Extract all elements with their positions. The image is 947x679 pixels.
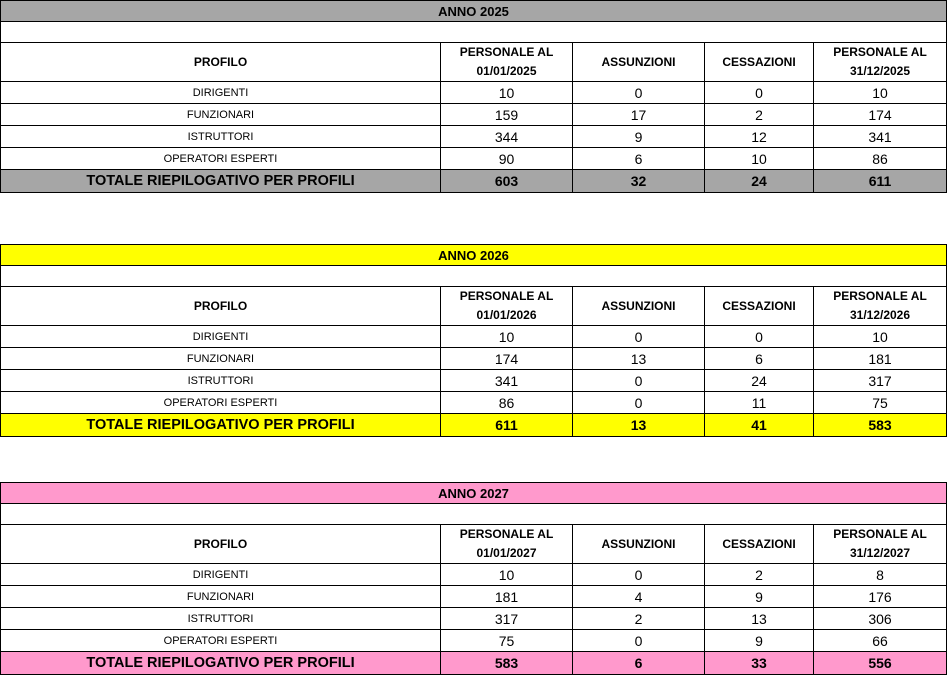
table-row [1,608,947,630]
total-cessazioni: 33 [705,652,814,675]
cessazioni-cell: 6 [705,348,814,370]
assunzioni-cell: 0 [573,370,705,392]
table-row [1,148,947,170]
finale-cell: 341 [814,126,947,148]
total-label: TOTALE RIEPILOGATIVO PER PROFILI [1,170,441,193]
table-row [1,392,947,414]
assunzioni-cell: 17 [573,104,705,126]
cessazioni-cell: 24 [705,370,814,392]
table-row [1,104,947,126]
profilo-cell: ISTRUTTORI [1,608,441,630]
blank-row [1,22,947,43]
finale-cell: 317 [814,370,947,392]
cessazioni-cell: 9 [705,630,814,652]
table-row [1,370,947,392]
finale-cell: 10 [814,326,947,348]
finale-cell: 8 [814,564,947,586]
total-iniziale: 583 [441,652,573,675]
profilo-cell: ISTRUTTORI [1,126,441,148]
total-cessazioni: 24 [705,170,814,193]
finale-cell: 181 [814,348,947,370]
header-cessazioni: CESSAZIONI [705,525,814,564]
year-title: ANNO 2026 [1,245,947,266]
header-assunzioni: ASSUNZIONI [573,287,705,326]
profilo-cell: FUNZIONARI [1,348,441,370]
header-profilo: PROFILO [1,287,441,326]
header-personale-iniziale: PERSONALE AL 01/01/2027 [441,525,573,564]
profilo-cell: FUNZIONARI [1,586,441,608]
table-row [1,586,947,608]
total-finale: 583 [814,414,947,437]
total-label: TOTALE RIEPILOGATIVO PER PROFILI [1,652,441,675]
header-personale-iniziale: PERSONALE AL 01/01/2025 [441,43,573,82]
profilo-cell: FUNZIONARI [1,104,441,126]
profilo-cell: OPERATORI ESPERTI [1,148,441,170]
table-row [1,630,947,652]
cessazioni-cell: 13 [705,608,814,630]
total-assunzioni: 13 [573,414,705,437]
finale-cell: 10 [814,82,947,104]
header-cessazioni: CESSAZIONI [705,43,814,82]
assunzioni-cell: 0 [573,564,705,586]
table-anno-2026 [0,244,946,437]
header-personale-finale: PERSONALE AL 31/12/2027 [814,525,947,564]
finale-cell: 66 [814,630,947,652]
blank-row [1,504,947,525]
table-row [1,326,947,348]
total-iniziale: 603 [441,170,573,193]
assunzioni-cell: 6 [573,148,705,170]
total-row [1,652,947,675]
total-row [1,414,947,437]
header-personale-finale: PERSONALE AL 31/12/2025 [814,43,947,82]
iniziale-cell: 159 [441,104,573,126]
cessazioni-cell: 11 [705,392,814,414]
iniziale-cell: 10 [441,564,573,586]
assunzioni-cell: 0 [573,82,705,104]
profilo-cell: DIRIGENTI [1,564,441,586]
iniziale-cell: 10 [441,82,573,104]
cessazioni-cell: 12 [705,126,814,148]
year-title: ANNO 2025 [1,1,947,22]
total-finale: 556 [814,652,947,675]
cessazioni-cell: 9 [705,586,814,608]
header-assunzioni: ASSUNZIONI [573,43,705,82]
profilo-cell: DIRIGENTI [1,82,441,104]
assunzioni-cell: 4 [573,586,705,608]
finale-cell: 75 [814,392,947,414]
total-row [1,170,947,193]
assunzioni-cell: 0 [573,392,705,414]
total-assunzioni: 6 [573,652,705,675]
table-row [1,82,947,104]
year-title: ANNO 2027 [1,483,947,504]
table-row [1,348,947,370]
assunzioni-cell: 13 [573,348,705,370]
assunzioni-cell: 9 [573,126,705,148]
header-personale-iniziale: PERSONALE AL 01/01/2026 [441,287,573,326]
header-assunzioni: ASSUNZIONI [573,525,705,564]
finale-cell: 174 [814,104,947,126]
assunzioni-cell: 2 [573,608,705,630]
cessazioni-cell: 2 [705,564,814,586]
cessazioni-cell: 2 [705,104,814,126]
total-iniziale: 611 [441,414,573,437]
header-personale-finale: PERSONALE AL 31/12/2026 [814,287,947,326]
profilo-cell: OPERATORI ESPERTI [1,392,441,414]
profilo-cell: OPERATORI ESPERTI [1,630,441,652]
total-finale: 611 [814,170,947,193]
finale-cell: 86 [814,148,947,170]
table-anno-2025 [0,0,946,193]
total-label: TOTALE RIEPILOGATIVO PER PROFILI [1,414,441,437]
total-assunzioni: 32 [573,170,705,193]
cessazioni-cell: 0 [705,326,814,348]
iniziale-cell: 75 [441,630,573,652]
iniziale-cell: 344 [441,126,573,148]
iniziale-cell: 174 [441,348,573,370]
iniziale-cell: 86 [441,392,573,414]
header-profilo: PROFILO [1,525,441,564]
profilo-cell: DIRIGENTI [1,326,441,348]
finale-cell: 306 [814,608,947,630]
total-cessazioni: 41 [705,414,814,437]
iniziale-cell: 90 [441,148,573,170]
iniziale-cell: 181 [441,586,573,608]
cessazioni-cell: 0 [705,82,814,104]
table-row [1,126,947,148]
iniziale-cell: 341 [441,370,573,392]
header-cessazioni: CESSAZIONI [705,287,814,326]
assunzioni-cell: 0 [573,326,705,348]
cessazioni-cell: 10 [705,148,814,170]
iniziale-cell: 317 [441,608,573,630]
table-anno-2027 [0,482,946,675]
table-row [1,564,947,586]
blank-row [1,266,947,287]
finale-cell: 176 [814,586,947,608]
assunzioni-cell: 0 [573,630,705,652]
profilo-cell: ISTRUTTORI [1,370,441,392]
header-profilo: PROFILO [1,43,441,82]
iniziale-cell: 10 [441,326,573,348]
